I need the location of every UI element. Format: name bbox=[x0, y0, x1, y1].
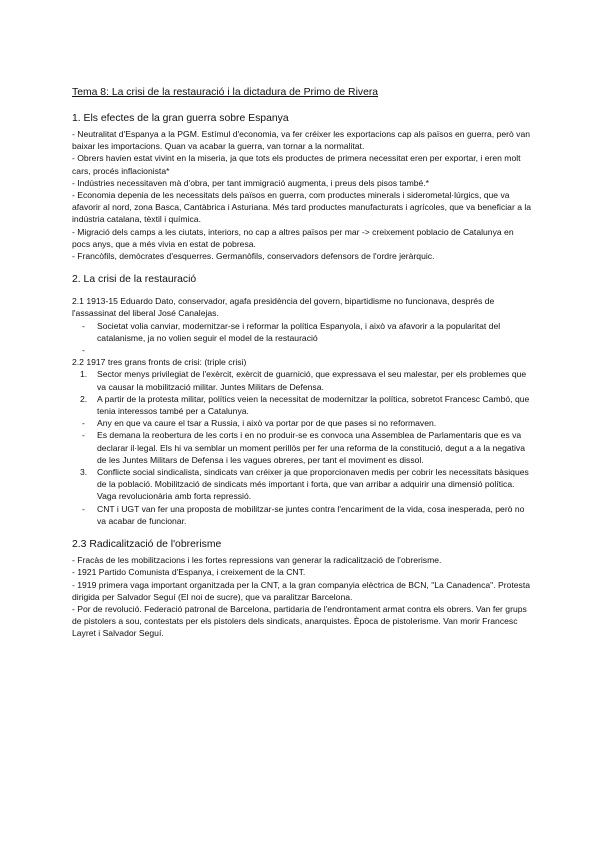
list-item bbox=[72, 466, 532, 503]
list-item bbox=[72, 417, 532, 429]
list-item bbox=[72, 393, 532, 417]
paragraph: - Obrers havien estat vivint en la miseria, ja que tots els productes de primera necessitat eren per exportar, i eren molt cars, procés inflacionista* bbox=[72, 153, 521, 176]
list-item-text: Societat volia canviar, modernitzar-se i reformar la política Espanyola, i això va afavorir a la popularitat del catalanisme, ja no volien seguir el model de la restauració bbox=[97, 320, 501, 343]
list-marker: 3. bbox=[80, 467, 88, 478]
list-marker: - bbox=[82, 418, 85, 429]
list-item bbox=[72, 503, 532, 527]
list-marker: - bbox=[82, 430, 85, 441]
section-1-body bbox=[72, 128, 532, 262]
paragraph: - Francòfils, demòcrates d'esquerres. Germanòfils, conservadors defensors de l'ordre jeràrquic. bbox=[72, 251, 435, 262]
list-marker: - bbox=[82, 503, 85, 514]
list-item bbox=[72, 368, 532, 392]
paragraph: - Neutralitat d'Espanya a la PGM. Estímul d'economia, va fer créixer les exportacions cap als països en guerra, però van baixar les importacions. Quan va acabar la guerra, van tornar a la normalitat. bbox=[72, 129, 531, 152]
paragraph: - 1919 primera vaga important organitzada per la CNT, a la gran companyia elèctrica de BCN, "La Canadenca". Protesta dirigida per Salvador Seguí (El noi de sucre), que va paralitzar Barcelona. bbox=[72, 579, 530, 602]
paragraph-2-1: 2.1 1913-15 Eduardo Dato, conservador, agafa presidència del govern, bipartidisme no funcionava, després de l'assassinat del liberal José Canalejas. bbox=[72, 296, 495, 319]
bullet-list-2-1 bbox=[72, 320, 532, 357]
paragraph: - 1921 Partido Comunista d'Espanya, i creixement de la CNT. bbox=[72, 567, 306, 578]
bullet-marker: - bbox=[82, 320, 85, 331]
list-item-text: A partir de la protesta militar, polítics veien la necessitat de modernitzar la política, sobretot Francesc Cambó, que tenia interessos també per a Catalunya. bbox=[97, 393, 530, 417]
list-item-text: Any en que va caure el tsar a Russia, i això va portar por de que pases si no reformaven. bbox=[97, 418, 437, 429]
document-page bbox=[72, 86, 532, 640]
paragraph: - Por de revolució. Federació patronal de Barcelona, partidaria de l'endrontament armat contra els obrers. Van fer grups de pistolers a sou, contestats per els pistolers dels sindicats, anarquistes. Època de pistolerisme. Van morir Francesc Layret i Salvador Seguí. bbox=[72, 603, 527, 639]
section-2-heading: 2. La crisi de la restauració bbox=[72, 274, 197, 286]
list-item-text: Conflicte social sindicalista, sindicats van créixer ja que proporcionaven medis per cobrir les necessitats bàsiques de la població. Mobilització de sindicats més important i forta, que van arribar a adquirir una dimensió política. Vaga revolucionària amb forta repressió. bbox=[97, 467, 529, 502]
list-item-text: Sector menys privilegiat de l'exèrcit, exèrcit de guarnició, que expressava el seu malestar, per els problemes que va causar la mobilització militar. Juntes Militars de Defensa. bbox=[97, 369, 527, 392]
list-marker: 2. bbox=[80, 393, 88, 404]
paragraph: - Fracàs de les mobilitzacions i les fortes repressions van generar la radicalització de l'obrerisme. bbox=[72, 555, 442, 566]
list-item-empty bbox=[72, 344, 532, 356]
document-title: Tema 8: La crisi de la restauració i la dictadura de Primo de Rivera bbox=[72, 87, 379, 98]
list-item-text: Es demana la reobertura de les corts i en no produir-se es convoca una Assemblea de Parlamentaris que es va declarar il·legal. Els hi va semblar un moment perillós per fer una reforma de la constitució, degut a a la negativa de les Juntes Militars de Defensa i les vagues obreres, per tant el moviment es dissol. bbox=[97, 430, 525, 465]
crisis-list bbox=[72, 368, 532, 527]
paragraph-2-2: 2.2 1917 tres grans fronts de crisi: (triple crisi) bbox=[72, 357, 247, 368]
list-marker: 1. bbox=[80, 369, 88, 380]
section-1-heading: 1. Els efectes de la gran guerra sobre Espanya bbox=[72, 113, 289, 124]
paragraph: - Migració dels camps a les ciutats, interiors, no cap a altres països per mar -> creixement poblacio de Catalunya en pocs anys, que a més vivia en estat de pobresa. bbox=[72, 226, 514, 249]
list-item-text: CNT i UGT van fer una proposta de mobilitzar-se juntes contra l'encariment de la vida, cosa inesperada, però no va acabar de funcionar. bbox=[97, 503, 525, 526]
section-2-3-body bbox=[72, 554, 532, 639]
paragraph: - Indústries necessitaven mà d'obra, per tant immigració augmenta, i preus dels pisos també.* bbox=[72, 177, 430, 188]
section-2-3-heading: 2.3 Radicalització de l'obrerisme bbox=[72, 539, 222, 551]
bullet-marker: - bbox=[82, 345, 85, 356]
list-item bbox=[72, 429, 532, 466]
paragraph: - Economia depenia de les necessitats dels països en guerra, com productes minerals i siderometal·lúrgics, que va afavorir al nord, zona Basca, Cantàbrica i Asturiana. Més tard productes manufacturats i agrícoles, que va beneficiar a la indústria catalana, tèxtil i química. bbox=[72, 190, 532, 225]
list-item bbox=[72, 320, 532, 344]
